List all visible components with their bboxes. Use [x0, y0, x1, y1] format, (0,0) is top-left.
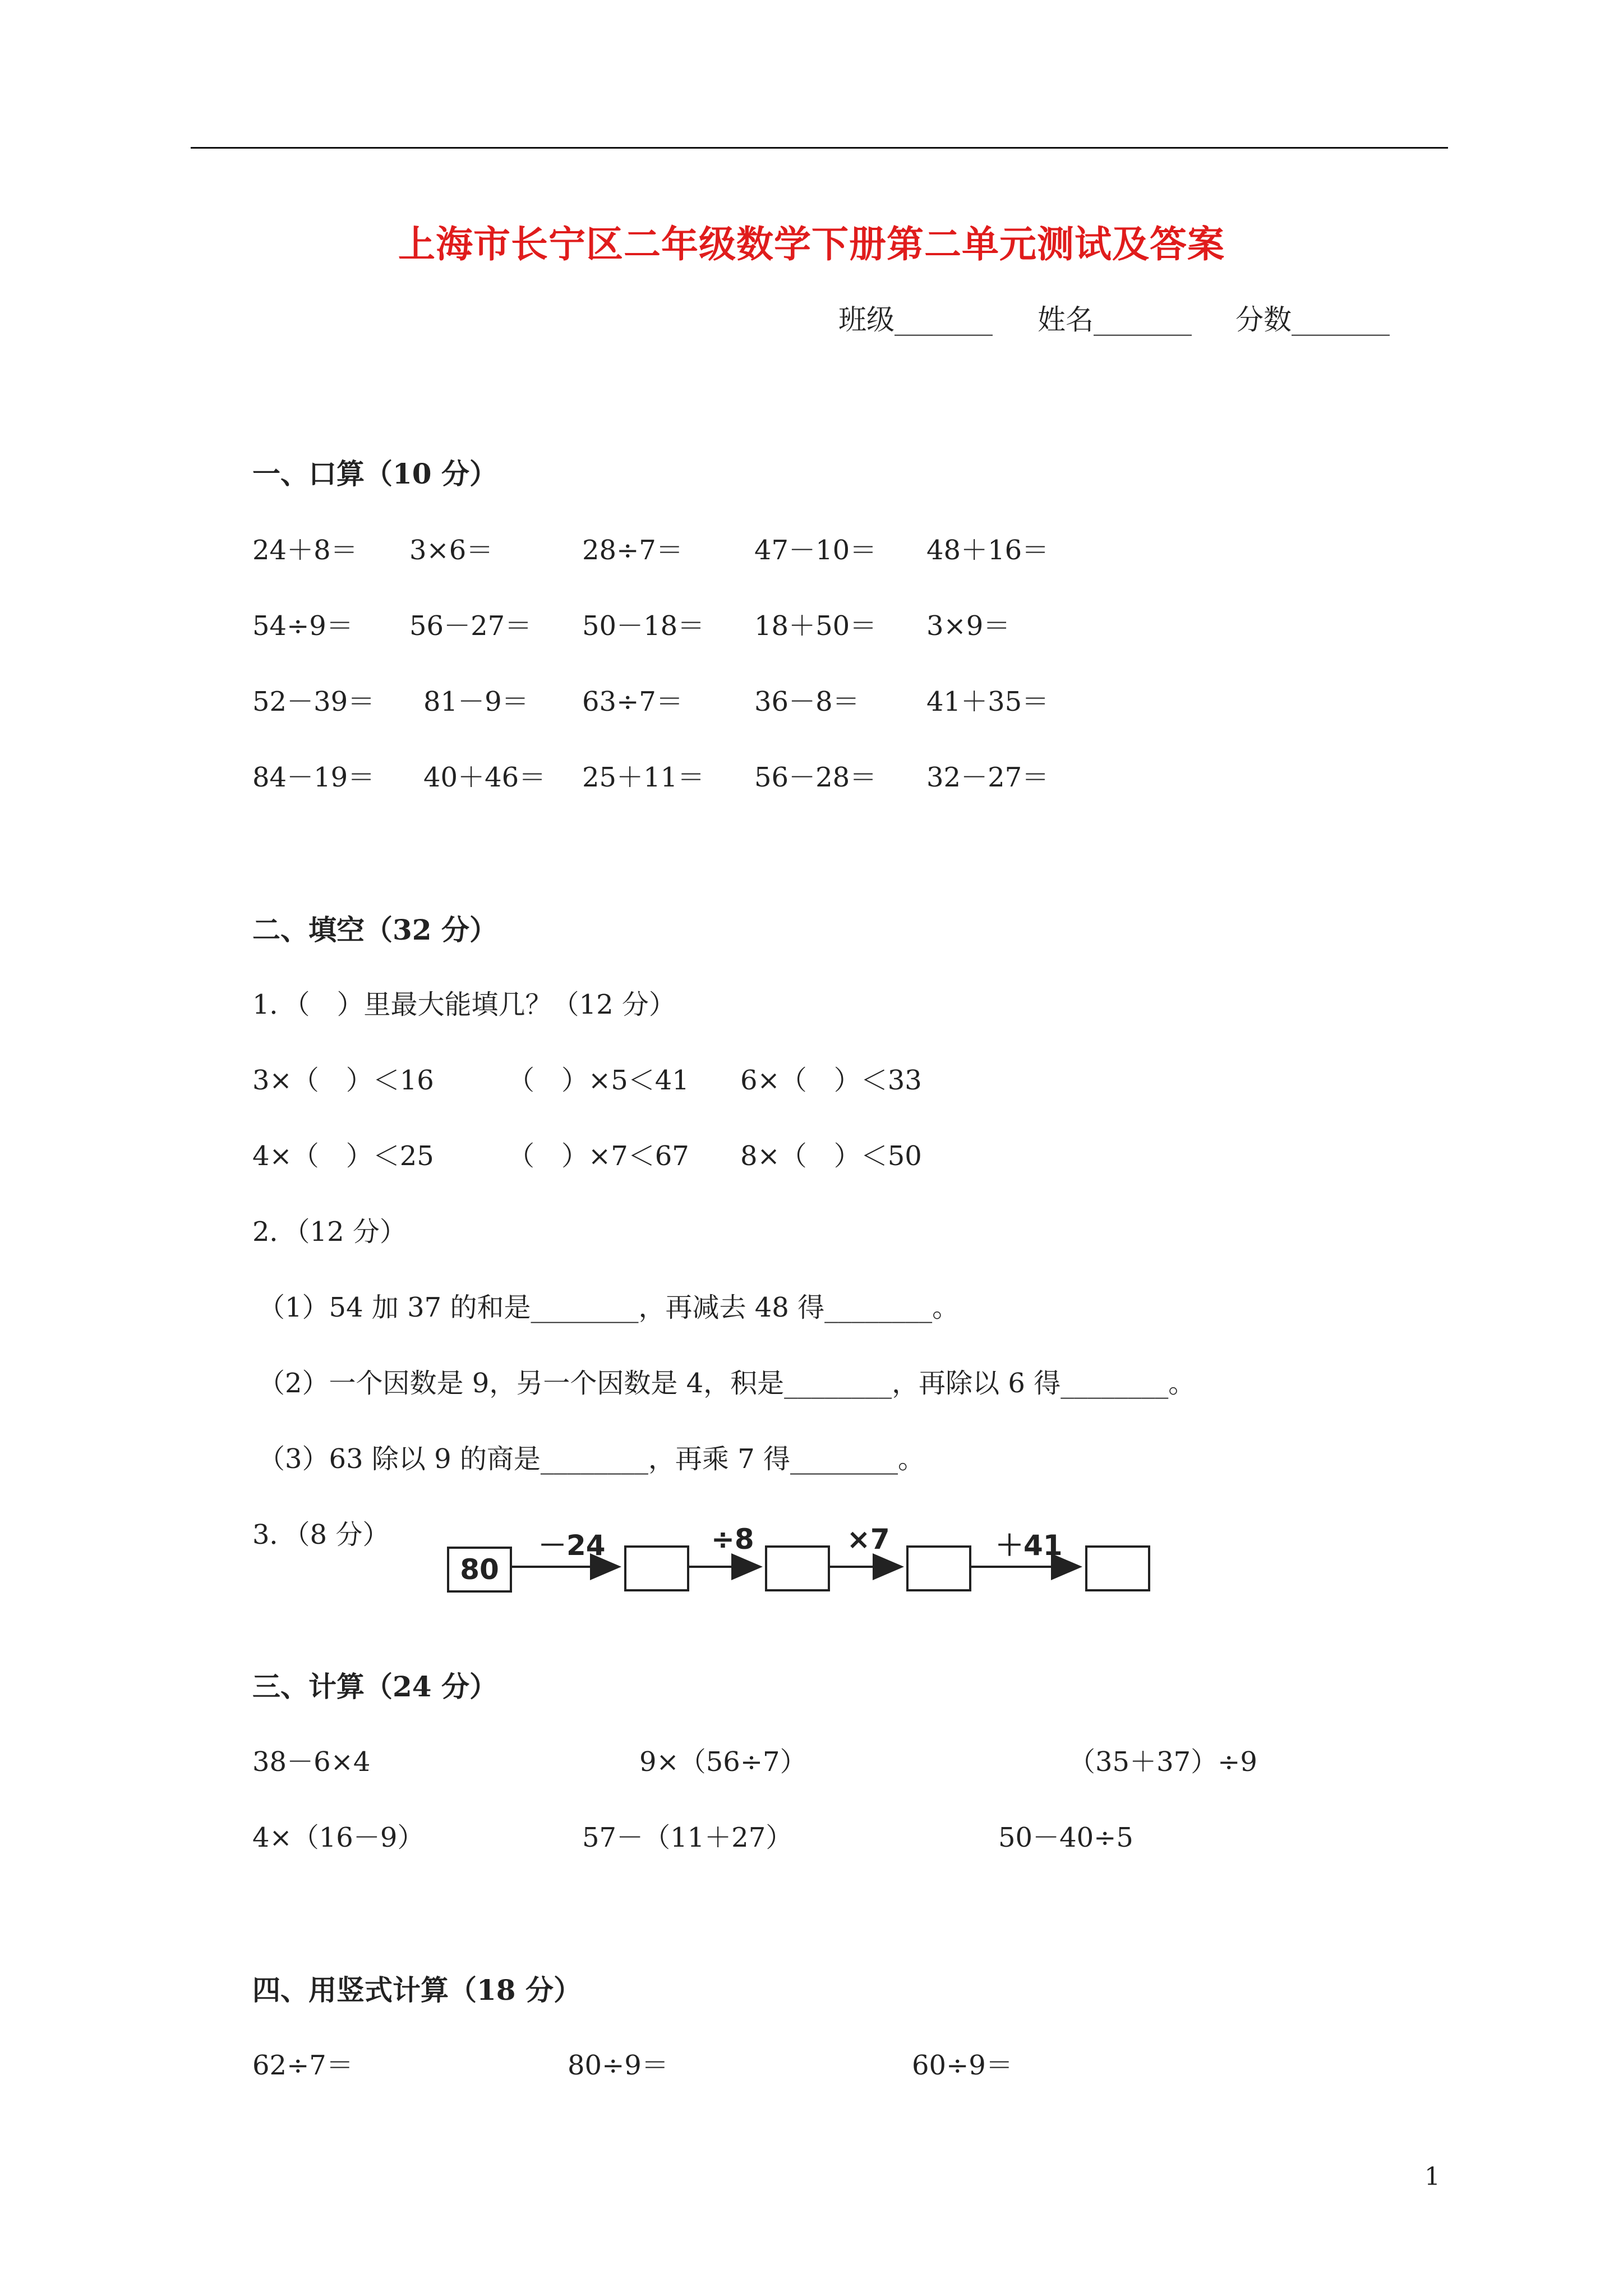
calc-item: 38－6×4: [252, 1746, 371, 1778]
oral-item: 28÷7＝: [582, 535, 683, 566]
inequality-item: （ ）×5＜41: [508, 1065, 689, 1096]
calc-item: （35＋37）÷9: [1068, 1746, 1257, 1778]
oral-item: 36－8＝: [754, 686, 860, 717]
oral-item: 24＋8＝: [252, 535, 358, 566]
section-4-heading: 四、用竖式计算（18 分）: [252, 1973, 582, 2007]
answer-box[interactable]: [624, 1545, 689, 1591]
oral-item: 25＋11＝: [582, 762, 705, 793]
calc-item: 9×（56÷7）: [639, 1746, 807, 1778]
answer-box[interactable]: [765, 1545, 830, 1591]
inequality-item: 3×（ ）＜16: [252, 1065, 434, 1096]
oral-item: 3×6＝: [409, 535, 494, 566]
inequality-item: 4×（ ）＜25: [252, 1140, 434, 1172]
oral-item: 40＋46＝: [423, 762, 546, 793]
name-field: 姓名_______: [1038, 303, 1192, 336]
oral-item: 54÷9＝: [252, 610, 353, 642]
class-field: 班级_______: [838, 303, 993, 336]
oral-item: 18＋50＝: [754, 610, 877, 642]
section-3-heading: 三、计算（24 分）: [252, 1670, 497, 1703]
question-1: 1．（ ）里最大能填几？（12 分）: [252, 989, 676, 1020]
oral-item: 48＋16＝: [926, 535, 1049, 566]
answer-box[interactable]: [906, 1545, 971, 1591]
vertical-calc-item: 60÷9＝: [912, 2050, 1013, 2081]
start-value: 80: [460, 1553, 499, 1586]
oral-item: 63÷7＝: [582, 686, 683, 717]
op-label: －24: [538, 1529, 606, 1562]
fill-item: （2）一个因数是 9，另一个因数是 4，积是________，再除以 6 得________。: [258, 1368, 1196, 1399]
calc-item: 4×（16－9）: [252, 1822, 425, 1853]
page-title: 上海市长宁区二年级数学下册第二单元测试及答案: [398, 222, 1225, 266]
oral-item: 52－39＝: [252, 686, 375, 717]
inequality-item: 6×（ ）＜33: [740, 1065, 922, 1096]
score-field: 分数_______: [1235, 303, 1390, 336]
oral-item: 41＋35＝: [926, 686, 1049, 717]
question-3: 3．（8 分）: [252, 1519, 390, 1550]
question-2: 2．（12 分）: [252, 1216, 407, 1248]
op-label: ＋41: [995, 1529, 1063, 1562]
section-2-heading: 二、填空（32 分）: [252, 913, 497, 946]
vertical-calc-item: 80÷9＝: [568, 2050, 668, 2081]
inequality-item: 8×（ ）＜50: [740, 1140, 922, 1172]
op-label: ×7: [847, 1523, 890, 1556]
oral-item: 84－19＝: [252, 762, 375, 793]
oral-item: 81－9＝: [423, 686, 529, 717]
section-1-heading: 一、口算（10 分）: [252, 457, 497, 490]
inequality-item: （ ）×7＜67: [508, 1140, 689, 1172]
oral-item: 50－18＝: [582, 610, 705, 642]
fill-item: （3）63 除以 9 的商是________，再乘 7 得________。: [258, 1443, 925, 1475]
oral-item: 56－28＝: [754, 762, 877, 793]
answer-box[interactable]: [1085, 1545, 1150, 1591]
op-label: ÷8: [711, 1523, 754, 1556]
fill-item: （1）54 加 37 的和是________，再减去 48 得________。: [258, 1292, 960, 1323]
calc-item: 57－（11＋27）: [582, 1822, 793, 1853]
oral-item: 32－27＝: [926, 762, 1049, 793]
vertical-calc-item: 62÷7＝: [252, 2050, 353, 2081]
page-number: 1: [1424, 2162, 1440, 2191]
oral-item: 3×9＝: [926, 610, 1011, 642]
calc-item: 50－40÷5: [998, 1822, 1133, 1853]
oral-item: 47－10＝: [754, 535, 877, 566]
oral-item: 56－27＝: [409, 610, 532, 642]
